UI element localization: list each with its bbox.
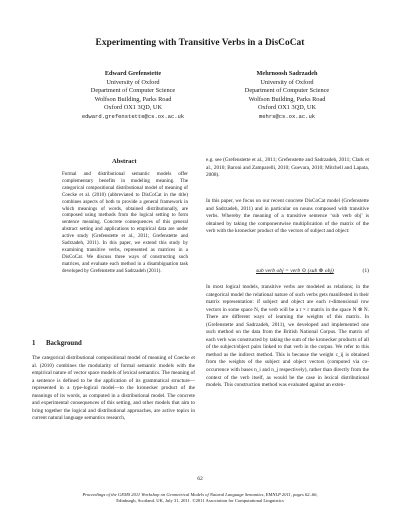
author-email: mehrs@cs.ox.ac.uk (258, 112, 316, 120)
proceedings-footer (16, 492, 384, 504)
author-city: Oxford OX1 3QD, UK (257, 104, 317, 112)
author-email: edward.grefenstette@cs.ox.ac.uk (81, 112, 185, 120)
author-department: Department of Computer Science (244, 87, 330, 95)
author-block-2 (202, 70, 372, 122)
author-department: Department of Computer Science (90, 87, 176, 95)
author-name: Mehrnoosh Sadrzadeh (256, 70, 318, 77)
section-number: 1 (32, 340, 36, 347)
author-affiliation: University of Oxford (260, 78, 314, 86)
section-title: Background (46, 340, 82, 347)
paper-title: Experimenting with Transitive Verbs in a DisCoCat (95, 38, 305, 48)
equation-number: (1) (362, 268, 369, 274)
author-affiliation: University of Oxford (106, 78, 160, 86)
equation-1 (206, 268, 369, 280)
author-block-1 (48, 70, 218, 122)
section-heading (32, 340, 82, 347)
author-city: Oxford OX1 3QD, UK (103, 104, 163, 112)
equation-text: sub verb obj = verb ⊙ (sub ⊗ obj) (256, 268, 334, 274)
abstract-heading: Abstract (112, 158, 137, 165)
right-column-paragraph-3: In most logical models, transitive verbs are modeled as relations; in the categorical model the relational nature of such verbs gets manifested in their matrix representation: if subject and object are each r-dimensional row vectors in some space N, the verb will be a r × r matrix in the space N ⊗ N. There are different ways of learning the weights of this matrix. In (Grefenstette and Sadrzadeh, 2011), we developed and implemented one such method on the data from the British National Corpus. The matrix of each verb was constructed by taking the sum of the kronecker products of all of the subject/object pairs linked to that verb in the corpus. We refer to this method as the indirect method. This is because the weight c_ij is obtained from the weights of the subject and object vectors (computed via co-occurrence with bases n_i and n_j respectively), rather than directly from the context of the verb itself, as would be the case in lexical distributional models. This construction method was evaluated against an exten- (206, 284, 369, 389)
footer-location: Edinburgh, Scotland, UK, July 31, 2011. ©2011 Association for Computational Linguistics (116, 498, 284, 504)
author-name: Edward Grefenstette (104, 70, 162, 77)
author-building: Wolfson Building, Parks Road (248, 95, 326, 103)
author-building: Wolfson Building, Parks Road (94, 95, 172, 103)
footer-proceedings: Proceedings of the GEMS 2011 Workshop on Geometrical Models of Natural Language Semantics, EMNLP 2011, pages 62–66, (82, 492, 318, 497)
abstract-text: Formal and distributional semantic models offer complementary benefits in modeling meaning. The categorical compositional distributional model of meaning of Coecke et al. (2010) (abbreviated to DisCoCat in the title) combines aspects of both to provide a general framework in which meanings of words, obtained distributionally, are composed using methods from the logical setting to form sentence meaning. Concrete consequences of this general abstract setting and applications to empirical data are under active study (Grefenstette et al., 2011; Grefenstette and Sadrzadeh, 2011). In this paper, we extend this study by examining transitive verbs, represented as matrices in a DisCoCat. We discuss three ways of constructing such matrices, and evaluate each method in a disambiguation task developed by Grefenstette and Sadrzadeh (2011). (62, 171, 188, 274)
right-column-paragraph-1: e.g. see (Grefenstette et al., 2011; Grefenstette and Sadrzadeh, 2011; Clark et al., 2010; Baroni and Zamparelli, 2010; Guevara, 2010; Mitchell and Lapata, 2008). (206, 157, 369, 179)
left-column-body: The categorical distributional compositional model of meaning of Coecke et al. (2010) combines the modularity of formal semantic models with the empirical nature of vector space models of lexical semantics. The meaning of a sentence is defined to be the application of its grammatical structure—represented in a type-logical model—to the kronecker product of the meanings of its words, as computed in a distributional model. The concrete and experimental consequences of this setting, and other models that aim to bring together the logical and distributional approaches, are active topics in current natural language semantics research, (32, 355, 195, 422)
right-column-paragraph-2: In this paper, we focus on our recent concrete DisCoCat model (Grefenstette and Sadrzadeh, 2011) and in particular on nouns composed with transitive verbs. Whereby the meaning of a transitive sentence ‘sub verb obj’ is obtained by taking the componentwise multiplication of the matrix of the verb with the kronecker product of the vectors of subject and object: (206, 198, 369, 235)
page-number: 62 (197, 476, 203, 482)
